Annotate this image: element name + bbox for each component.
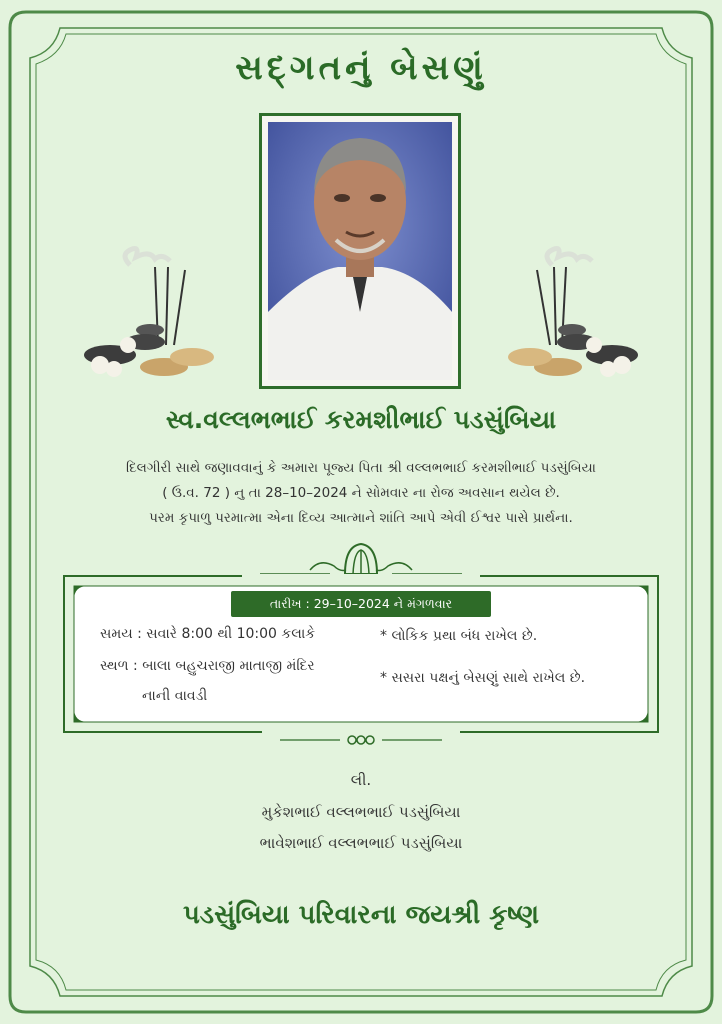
ceremony-date-badge: તારીખ : 29–10–2024 ને મંગળવાર [231,591,491,617]
ceremony-time: સમય : સવારે 8:00 થી 10:00 કલાકે [100,626,316,642]
announcement-line-3: પરમ કૃપાળુ પરમાત્મા એના દિવ્ય આત્માને શાંતિ આપે એવી ઈશ્વર પાસે પ્રાર્થના. [149,510,573,526]
signature-person-2: ભાવેશભાઈ વલ્લભભાઈ પડસુંબિયા [259,834,463,852]
divider-ornament-icon [276,732,446,748]
family-greeting: પડસુંબિયા પરિવારના જયશ્રી કૃષ્ણ [182,900,540,930]
ceremony-place-line2: નાની વાવડી [142,688,208,704]
incense-decoration-right-icon [502,245,642,385]
signature-person-1: મુકેશભાઈ વલ્લભભાઈ પડસુંબિયા [261,803,461,821]
deceased-name: સ્વ.વલ્લભભાઈ કરમશીભાઈ પડસુંબિયા [165,405,557,434]
note-customs: * લોકિક પ્રથા બંધ રાખેલ છે. [380,628,538,644]
announcement-line-1: દિલગીરી સાથે જણાવવાનું કે અમારા પૂજ્ય પિતા શ્રી વલ્લભભાઈ કરમશીભાઈ પડસુંબિયા [126,460,596,476]
ceremony-place: સ્થળ : બાલા બહુચરાજી માતાજી મંદિર [100,658,315,674]
announcement-line-2: ( ઉ.વ. 72 ) નુ તા 28–10–2024 ને સોમવાર ના રોજ અવસાન થયેલ છે. [162,485,560,501]
signature-prefix: લી. [350,771,372,789]
announcement-text [40,456,682,531]
portrait-photo [268,122,452,380]
incense-decoration-left-icon [80,245,220,385]
portrait-frame [259,113,461,389]
page-title: સદ્‌ગતનું બેસણું [235,48,487,88]
note-in-laws: * સસરા પક્ષનું બેસણું સાથે રાખેલ છે. [380,670,586,686]
